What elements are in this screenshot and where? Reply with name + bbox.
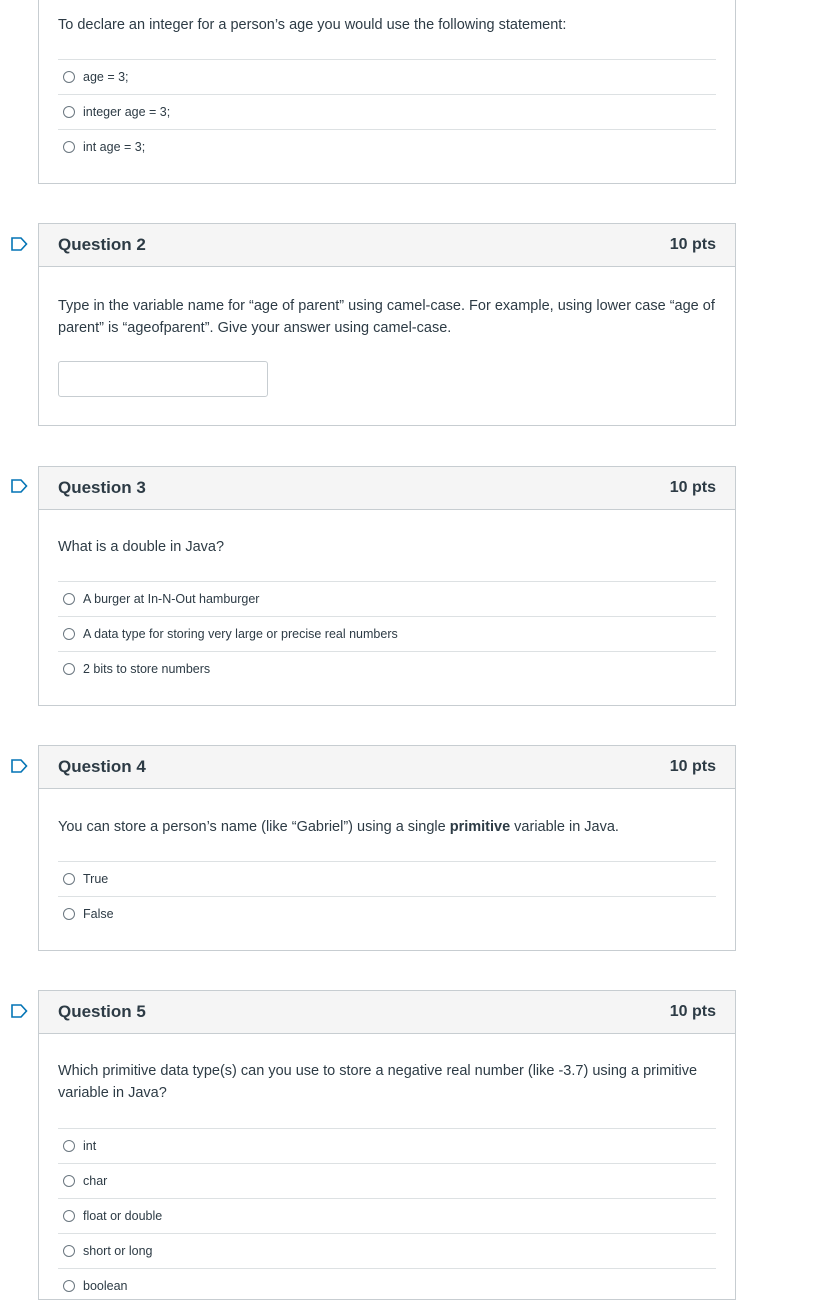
question-2-header — [39, 224, 735, 267]
radio-button-icon[interactable] — [63, 1245, 75, 1257]
radio-button-icon[interactable] — [63, 1210, 75, 1222]
answer-option[interactable] — [58, 896, 716, 931]
answer-option[interactable] — [58, 1268, 716, 1303]
answer-label: int age = 3; — [83, 140, 146, 154]
question-points: 10 pts — [669, 758, 716, 775]
question-3-answers — [58, 581, 716, 686]
radio-button-icon[interactable] — [63, 873, 75, 885]
radio-button-icon[interactable] — [63, 1280, 75, 1292]
question-3-text: What is a double in Java? — [58, 539, 225, 555]
answer-option[interactable] — [58, 94, 716, 129]
flag-question-2-icon[interactable] — [11, 237, 28, 251]
answer-option[interactable] — [58, 129, 716, 164]
radio-button-icon[interactable] — [63, 106, 75, 118]
question-4-header — [39, 746, 735, 789]
question-title: Question 5 — [58, 1002, 146, 1021]
question-4-answers — [58, 861, 716, 931]
answer-option[interactable] — [58, 616, 716, 651]
question-4-bold-term: primitive — [449, 819, 511, 835]
question-4-card — [38, 745, 736, 951]
flag-question-3-icon[interactable] — [11, 479, 28, 493]
answer-label: True — [83, 872, 109, 886]
radio-button-icon[interactable] — [63, 141, 75, 153]
radio-button-icon[interactable] — [63, 593, 75, 605]
answer-label: char — [83, 1174, 108, 1188]
radio-button-icon[interactable] — [63, 908, 75, 920]
answer-label: False — [83, 907, 114, 921]
question-title: Question 3 — [58, 478, 146, 497]
answer-option[interactable] — [58, 59, 716, 94]
question-points: 10 pts — [669, 479, 716, 496]
answer-text-input[interactable] — [58, 361, 268, 397]
answer-option[interactable] — [58, 651, 716, 686]
question-points: 10 pts — [669, 236, 716, 253]
question-1-answers — [58, 59, 716, 164]
answer-option[interactable] — [58, 1163, 716, 1198]
answer-option[interactable] — [58, 861, 716, 896]
question-title: Question 2 — [58, 235, 146, 254]
question-5-answers — [58, 1128, 716, 1303]
answer-label: 2 bits to store numbers — [83, 662, 211, 676]
answer-option[interactable] — [58, 581, 716, 616]
answer-option[interactable] — [58, 1233, 716, 1268]
question-4-text-part: You can store a person’s name (like “Gabriel”) using a single — [58, 819, 450, 835]
question-points: 10 pts — [669, 1003, 716, 1020]
question-1-card — [38, 0, 736, 184]
question-3-header — [39, 467, 735, 510]
question-4-text — [58, 816, 716, 838]
radio-button-icon[interactable] — [63, 628, 75, 640]
question-2-text: Type in the variable name for “age of parent” using camel-case. For example, using lower case “age of parent” is “ageofparent”. Give your answer using camel-case. — [58, 298, 715, 336]
question-4-text-part: variable in Java. — [510, 819, 619, 835]
answer-label: boolean — [83, 1279, 128, 1293]
question-2-card — [38, 223, 736, 426]
question-3-card — [38, 466, 736, 706]
flag-question-5-icon[interactable] — [11, 1004, 28, 1018]
radio-button-icon[interactable] — [63, 1140, 75, 1152]
question-5-card — [38, 990, 736, 1300]
answer-label: int — [83, 1139, 97, 1153]
answer-option[interactable] — [58, 1128, 716, 1163]
question-1-text: To declare an integer for a person’s age you would use the following statement: — [58, 17, 567, 33]
flag-question-4-icon[interactable] — [11, 759, 28, 773]
answer-label: A data type for storing very large or precise real numbers — [83, 627, 398, 641]
answer-label: short or long — [83, 1244, 153, 1258]
answer-option[interactable] — [58, 1198, 716, 1233]
radio-button-icon[interactable] — [63, 663, 75, 675]
radio-button-icon[interactable] — [63, 71, 75, 83]
answer-label: A burger at In-N-Out hamburger — [83, 592, 260, 606]
answer-label: float or double — [83, 1209, 163, 1223]
answer-label: integer age = 3; — [83, 105, 171, 119]
question-5-header — [39, 991, 735, 1034]
answer-label: age = 3; — [83, 70, 129, 84]
radio-button-icon[interactable] — [63, 1175, 75, 1187]
question-title: Question 4 — [58, 757, 146, 776]
question-5-text: Which primitive data type(s) can you use to store a negative real number (like -3.7) using a primitive variable in Java? — [58, 1063, 698, 1101]
